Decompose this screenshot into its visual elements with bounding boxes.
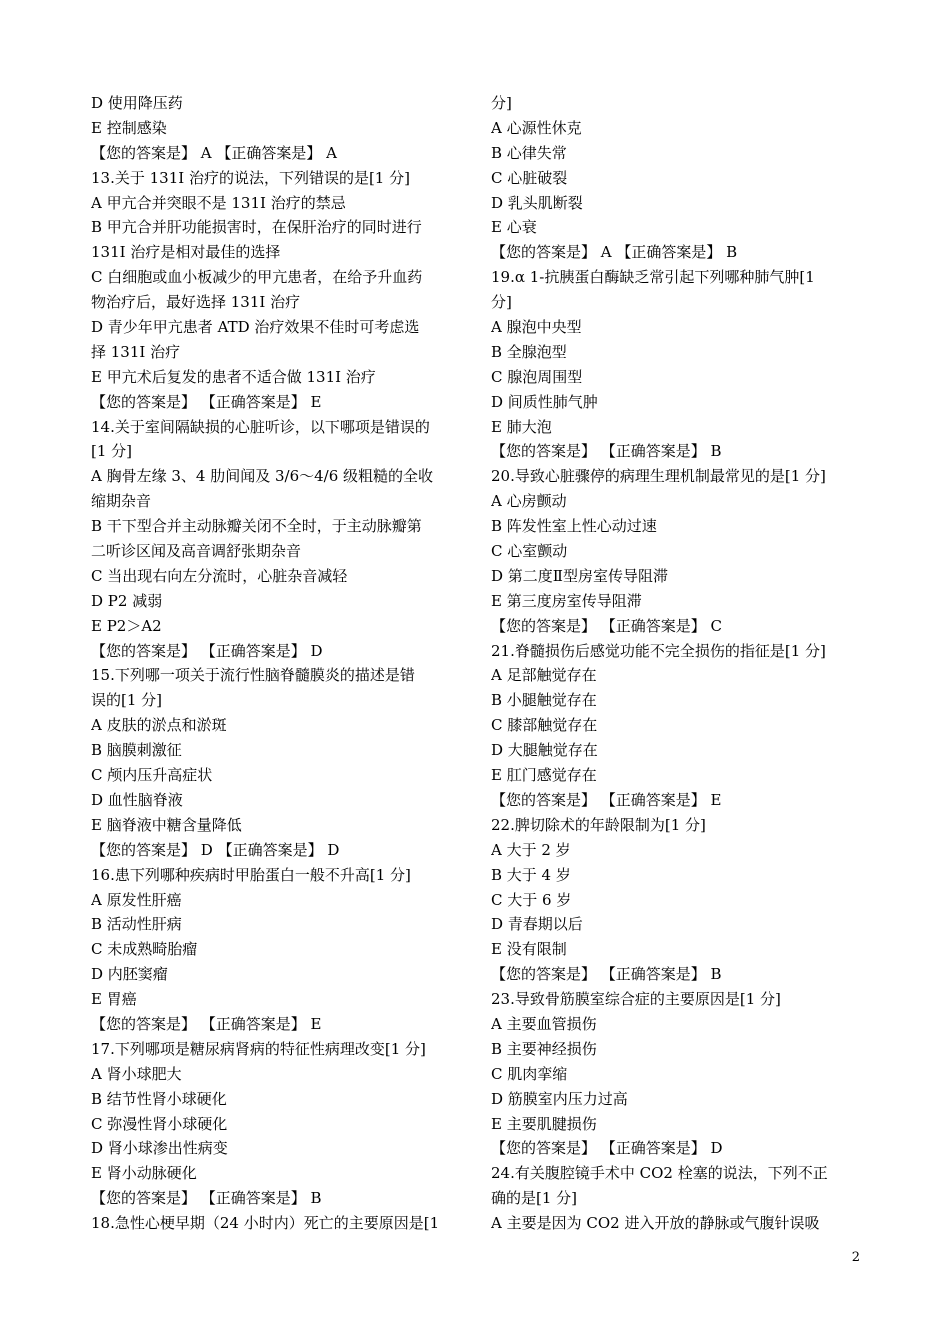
text-line: 【您的答案是】 【正确答案是】 E: [91, 392, 322, 411]
text-line: A 胸骨左缘 3、4 肋间闻及 3/6～4/6 级粗糙的全收: [91, 467, 434, 486]
text-line: B 干下型合并主动脉瓣关闭不全时，于主动脉瓣第: [91, 517, 422, 536]
text-line: 23.导致骨筋膜室综合症的主要原因是[1 分]: [491, 990, 781, 1009]
text-line: 【您的答案是】 【正确答案是】 B: [491, 442, 722, 461]
text-line: E 主要肌腱损伤: [491, 1114, 597, 1133]
text-line: 【您的答案是】 【正确答案是】 E: [91, 1014, 322, 1033]
text-line: 20.导致心脏骤停的病理生理机制最常见的是[1 分]: [491, 467, 826, 486]
text-line: B 心律失常: [491, 143, 567, 162]
text-line: 【您的答案是】 【正确答案是】 D: [491, 1139, 723, 1158]
text-line: C 当出现右向左分流时，心脏杂音减轻: [91, 566, 348, 585]
text-line: 分]: [491, 293, 512, 312]
right-column: [491, 91, 866, 1236]
text-line: 16.患下列哪种疾病时甲胎蛋白一般不升高[1 分]: [91, 865, 411, 884]
text-line: 【您的答案是】 A 【正确答案是】 B: [491, 243, 738, 262]
text-line: B 大于 4 岁: [491, 865, 571, 884]
text-line: 24.有关腹腔镜手术中 CO2 栓塞的说法，下列不正: [491, 1164, 828, 1183]
text-line: 物治疗后，最好选择 131I 治疗: [91, 293, 301, 312]
text-line: 确的是[1 分]: [491, 1189, 578, 1208]
text-line: 【您的答案是】 D 【正确答案是】 D: [91, 840, 340, 859]
text-line: C 腺泡周围型: [491, 367, 583, 386]
left-column: [91, 91, 466, 1236]
text-line: D 血性脑脊液: [91, 790, 183, 809]
text-line: C 未成熟畸胎瘤: [91, 940, 198, 959]
text-line: E 肺大泡: [491, 417, 552, 436]
text-line: A 肾小球肥大: [91, 1064, 182, 1083]
text-line: 15.下列哪一项关于流行性脑脊髓膜炎的描述是错: [91, 666, 415, 685]
text-line: 17.下列哪项是糖尿病肾病的特征性病理改变[1 分]: [91, 1039, 426, 1058]
text-line: E 第三度房室传导阻滞: [491, 591, 642, 610]
text-line: 14.关于室间隔缺损的心脏听诊，以下哪项是错误的: [91, 417, 430, 436]
text-line: B 小腿触觉存在: [491, 691, 597, 710]
text-line: E P2＞A2: [91, 616, 162, 635]
text-line: 【您的答案是】 【正确答案是】 B: [91, 1189, 322, 1208]
text-line: D 间质性肺气肿: [491, 392, 598, 411]
text-line: 22.脾切除术的年龄限制为[1 分]: [491, 815, 706, 834]
text-line: B 甲亢合并肝功能损害时，在保肝治疗的同时进行: [91, 218, 422, 237]
text-line: B 全腺泡型: [491, 342, 567, 361]
text-line: 分]: [491, 94, 512, 112]
text-line: A 主要血管损伤: [491, 1014, 597, 1033]
text-line: 19.α 1-抗胰蛋白酶缺乏常引起下列哪种肺气肿[1: [491, 268, 815, 287]
text-line: 131I 治疗是相对最佳的选择: [91, 243, 281, 262]
text-line: D P2 减弱: [91, 591, 163, 610]
text-line: A 足部触觉存在: [491, 666, 597, 685]
text-line: D 大腿触觉存在: [491, 741, 598, 760]
text-line: C 白细胞或血小板减少的甲亢患者，在给予升血药: [91, 268, 423, 287]
text-line: C 肌肉挛缩: [491, 1064, 568, 1083]
text-line: A 心源性休克: [491, 118, 582, 137]
text-line: [1 分]: [91, 442, 133, 461]
text-line: E 脑脊液中糖含量降低: [91, 815, 242, 834]
text-line: 【您的答案是】 【正确答案是】 C: [491, 616, 723, 635]
text-line: D 第二度Ⅱ型房室传导阻滞: [491, 566, 668, 585]
text-line: A 心房颤动: [491, 492, 567, 511]
text-line: A 主要是因为 CO2 进入开放的静脉或气腹针误吸: [491, 1214, 820, 1233]
text-line: 二听诊区闻及高音调舒张期杂音: [91, 542, 302, 561]
text-line: A 甲亢合并突眼不是 131I 治疗的禁忌: [91, 193, 346, 212]
text-line: D 使用降压药: [91, 94, 183, 112]
text-line: C 心脏破裂: [491, 168, 568, 187]
text-line: D 内胚窦瘤: [91, 965, 168, 984]
text-line: D 乳头肌断裂: [491, 193, 583, 212]
text-line: 【您的答案是】 【正确答案是】 D: [91, 641, 323, 660]
text-line: E 控制感染: [91, 118, 167, 137]
text-line: E 甲亢术后复发的患者不适合做 131I 治疗: [91, 367, 376, 386]
page-number: 2: [851, 1250, 860, 1265]
text-line: B 阵发性室上性心动过速: [491, 517, 657, 536]
text-line: D 青少年甲亢患者 ATD 治疗效果不佳时可考虑选: [91, 318, 420, 337]
text-line: B 活动性肝病: [91, 915, 182, 934]
text-line: A 腺泡中央型: [491, 318, 582, 337]
text-line: 18.急性心梗早期（24 小时内）死亡的主要原因是[1: [91, 1214, 440, 1233]
text-line: E 没有限制: [491, 940, 567, 959]
text-line: C 心室颤动: [491, 542, 568, 561]
text-line: E 胃癌: [91, 990, 137, 1009]
text-line: C 膝部触觉存在: [491, 716, 598, 735]
text-line: 误的[1 分]: [91, 691, 163, 710]
text-line: 【您的答案是】 【正确答案是】 B: [491, 965, 722, 984]
text-line: C 弥漫性肾小球硬化: [91, 1114, 228, 1133]
text-line: D 青春期以后: [491, 915, 583, 934]
text-line: 21.脊髓损伤后感觉功能不完全损伤的指征是[1 分]: [491, 641, 826, 660]
text-line: C 颅内压升高症状: [91, 766, 213, 785]
text-line: D 筋膜室内压力过高: [491, 1089, 628, 1108]
text-line: 【您的答案是】 【正确答案是】 E: [491, 790, 722, 809]
text-line: D 肾小球渗出性病变: [91, 1139, 228, 1158]
text-line: E 心衰: [491, 218, 537, 237]
text-line: E 肛门感觉存在: [491, 766, 597, 785]
text-line: A 原发性肝癌: [91, 890, 182, 909]
text-line: B 脑膜刺激征: [91, 741, 182, 760]
text-line: C 大于 6 岁: [491, 890, 572, 909]
text-line: 13.关于 131I 治疗的说法，下列错误的是[1 分]: [91, 168, 410, 187]
text-line: A 皮肤的淤点和淤斑: [91, 716, 227, 735]
text-line: B 主要神经损伤: [491, 1039, 597, 1058]
text-line: B 结节性肾小球硬化: [91, 1089, 227, 1108]
text-line: E 肾小动脉硬化: [91, 1164, 197, 1183]
text-line: A 大于 2 岁: [491, 840, 571, 859]
text-line: 缩期杂音: [91, 492, 152, 511]
text-line: 【您的答案是】 A 【正确答案是】 A: [91, 143, 337, 162]
text-line: 择 131I 治疗: [91, 342, 181, 361]
